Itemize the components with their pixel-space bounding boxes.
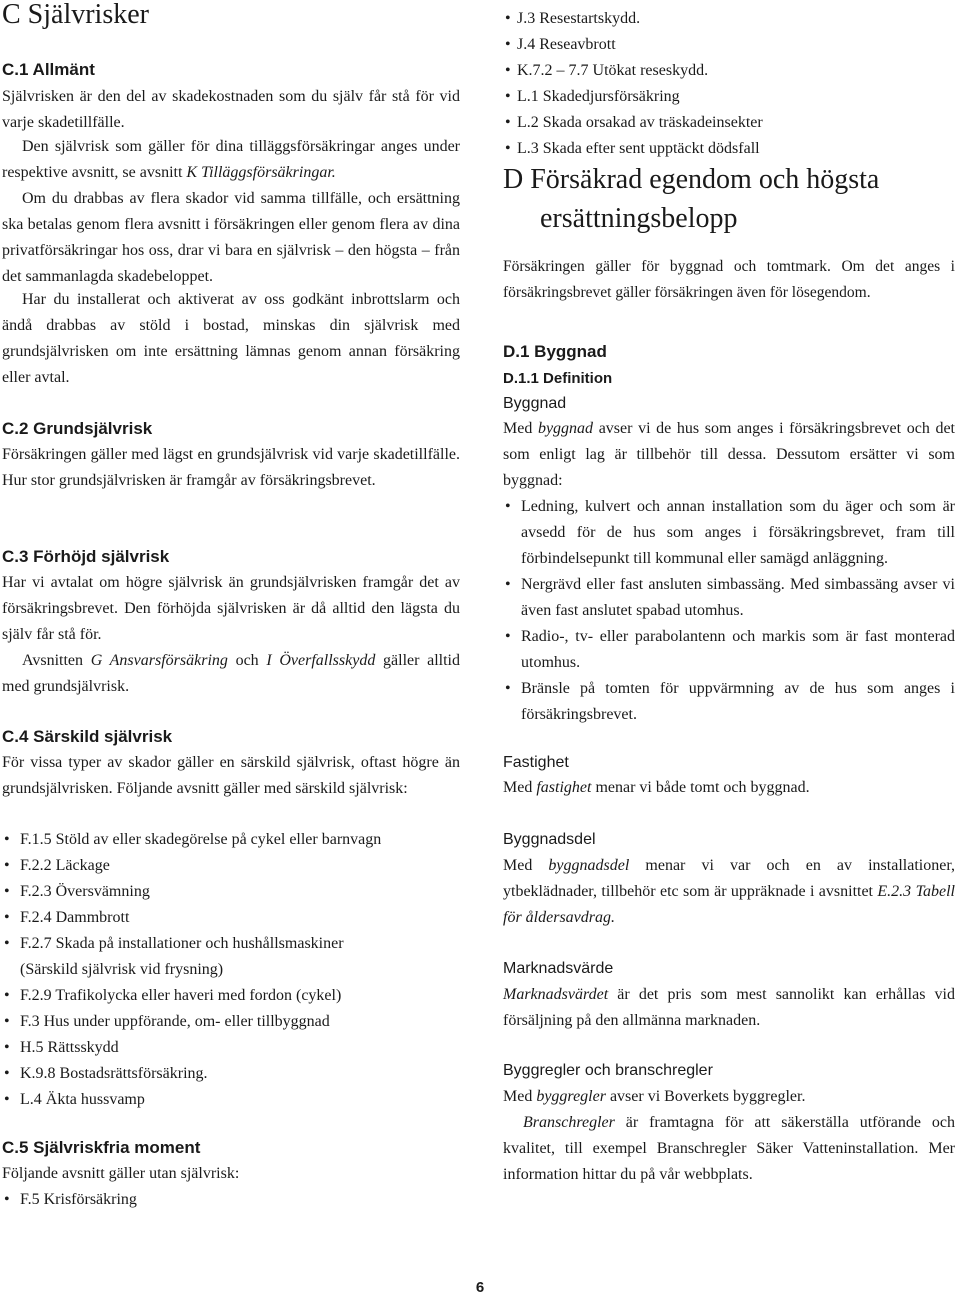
- c5-list: [2, 1187, 442, 1213]
- c4-paragraph-1: För vissa typer av skador gäller en särskild självrisk, oftast högre än grundsjälvrisken. Följande avsnitt gäller med särskild självrisk:: [2, 754, 460, 797]
- self-risk-continued-list: [503, 6, 953, 162]
- list-item: • L.2 Skada orsakad av träskadeinsekter: [503, 110, 953, 136]
- c3-heading: C.3 Förhöjd självrisk: [2, 547, 170, 566]
- page-number: 6: [475, 1279, 485, 1296]
- section-d-title-line-2: ersättningsbelopp: [540, 203, 738, 234]
- d11-heading: D.1.1 Definition: [503, 370, 613, 387]
- c5-paragraph-1: Följande avsnitt gäller utan självrisk:: [2, 1165, 240, 1182]
- list-item: • F.2.4 Dammbrott: [2, 905, 442, 931]
- c4-list: [2, 827, 442, 1113]
- d1-heading: D.1 Byggnad: [503, 342, 607, 361]
- list-item: • Bränsle på tomten för uppvärmning av de hus som anges i försäkringsbrevet.: [503, 676, 955, 728]
- byggregler-heading: Byggregler och branschregler: [503, 1062, 713, 1079]
- section-d-title-line-1: D Försäkrad egendom och högsta: [503, 164, 880, 195]
- list-item: • L.4 Äkta hussvamp: [2, 1087, 442, 1113]
- list-item: • F.3 Hus under uppförande, om- eller tillbyggnad: [2, 1009, 442, 1035]
- c1-paragraph-4: Har du installerat och aktiverat av oss godkänt inbrottslarm och ändå drabbas av stöld i bostad, minskas din självrisk med grundsjälvrisken om inte ersättning lämnas genom annan försäkring eller avtal.: [2, 291, 460, 386]
- c3-paragraph-2: Avsnitten G Ansvarsförsäkring och I Överfallsskydd gäller alltid med grundsjälvrisk.: [2, 652, 461, 695]
- list-item: • H.5 Rättsskydd: [2, 1035, 442, 1061]
- list-item: • L.3 Skada efter sent upptäckt dödsfall: [503, 136, 953, 162]
- list-item: • L.1 Skadedjursförsäkring: [503, 84, 953, 110]
- byggnadsdel-paragraph: Med byggnadsdel menar vi var och en av installationer, ytbeklädnader, tillbehör etc som är uppräknade i avsnittet E.2.3 Tabell för åldersavdrag.: [503, 857, 955, 926]
- list-item: • Nergrävd eller fast ansluten simbassäng. Med simbassäng avser vi även fast anslutet spabad utomhus.: [503, 572, 955, 624]
- c2-heading: C.2 Grundsjälvrisk: [2, 419, 153, 438]
- section-c-title: C Självrisker: [2, 0, 149, 30]
- list-item: • F.2.7 Skada på installationer och hushållsmaskiner (Särskild självrisk vid frysning): [2, 931, 400, 983]
- list-item: • K.9.8 Bostadsrättsförsäkring.: [2, 1061, 442, 1087]
- list-item: • F.2.3 Översvämning: [2, 879, 442, 905]
- d-intro-paragraph: Försäkringen gäller för byggnad och tomtmark. Om det anges i försäkringsbrevet gäller försäkringen även för lösegendom.: [503, 258, 955, 301]
- marknadsvarde-heading: Marknadsvärde: [503, 960, 614, 977]
- byggnad-list: [503, 494, 955, 728]
- byggregler-paragraph-2: Branschregler är framtagna för att säkerställa utförande och kvalitet, till exempel Branschregler Säker Vatteninstallation. Mer information hittar du på vår webbplats.: [503, 1114, 955, 1183]
- c5-heading: C.5 Självriskfria moment: [2, 1138, 201, 1157]
- c1-paragraph-2: Den självrisk som gäller för dina tilläggsförsäkringar anges under respektive avsnitt, se avsnitt K Tilläggsförsäkringar.: [2, 138, 460, 181]
- fastighet-paragraph: Med fastighet menar vi både tomt och byggnad.: [503, 779, 810, 796]
- c1-heading: C.1 Allmänt: [2, 60, 95, 79]
- list-item: • K.7.2 – 7.7 Utökat reseskydd.: [503, 58, 953, 84]
- c3-paragraph-1: Har vi avtalat om högre självrisk än grundsjälvrisken framgår det av försäkringsbrevet. Den förhöjda självrisken är då alltid den lägsta du själv får stå för.: [2, 574, 460, 643]
- list-item: • Ledning, kulvert och annan installation som du äger och som är avsedd för de hus som anges i försäkringsbrevet, fram till förbindelsepunkt till kommunal eller samägd anläggning.: [503, 494, 955, 572]
- marknadsvarde-paragraph: Marknadsvärdet är det pris som mest sannolikt kan erhållas vid försäljning på den allmänna marknaden.: [503, 986, 955, 1029]
- list-item: • J.4 Reseavbrott: [503, 32, 953, 58]
- byggregler-paragraph-1: Med byggregler avser vi Boverkets byggregler.: [503, 1088, 806, 1105]
- byggnadsdel-heading: Byggnadsdel: [503, 831, 596, 848]
- list-item: • Radio-, tv- eller parabolantenn och markis som är fast monterad utomhus.: [503, 624, 955, 676]
- c4-heading: C.4 Särskild självrisk: [2, 727, 173, 746]
- c1-paragraph-3: Om du drabbas av flera skador vid samma tillfälle, och ersättning ska betalas genom flera avsnitt i försäkringen eller genom flera av dina privatförsäkringar hos oss, drar vi bara en självrisk – den högsta – från det sammanlagda skadebeloppet.: [2, 190, 460, 285]
- list-item: • F.2.2 Läckage: [2, 853, 442, 879]
- byggnad-paragraph: Med byggnad avser vi de hus som anges i försäkringsbrevet och det som enligt lag är tillbehör till dessa. Dessutom ersätter vi som byggnad:: [503, 420, 955, 489]
- byggnad-heading: Byggnad: [503, 395, 567, 412]
- c2-paragraph-1: Försäkringen gäller med lägst en grundsjälvrisk vid varje skadetillfälle. Hur stor grundsjälvrisken är framgår av försäkringsbrevet.: [2, 446, 460, 489]
- list-item: • F.2.9 Trafikolycka eller haveri med fordon (cykel): [2, 983, 442, 1009]
- list-item: • J.3 Resestartskydd.: [503, 6, 953, 32]
- list-item: • F.1.5 Stöld av eller skadegörelse på cykel eller barnvagn: [2, 827, 442, 853]
- fastighet-heading: Fastighet: [503, 754, 569, 771]
- c1-paragraph-1: Självrisken är den del av skadekostnaden som du själv får stå för vid varje skadetillfälle.: [2, 88, 460, 131]
- list-item: • F.5 Krisförsäkring: [2, 1187, 442, 1213]
